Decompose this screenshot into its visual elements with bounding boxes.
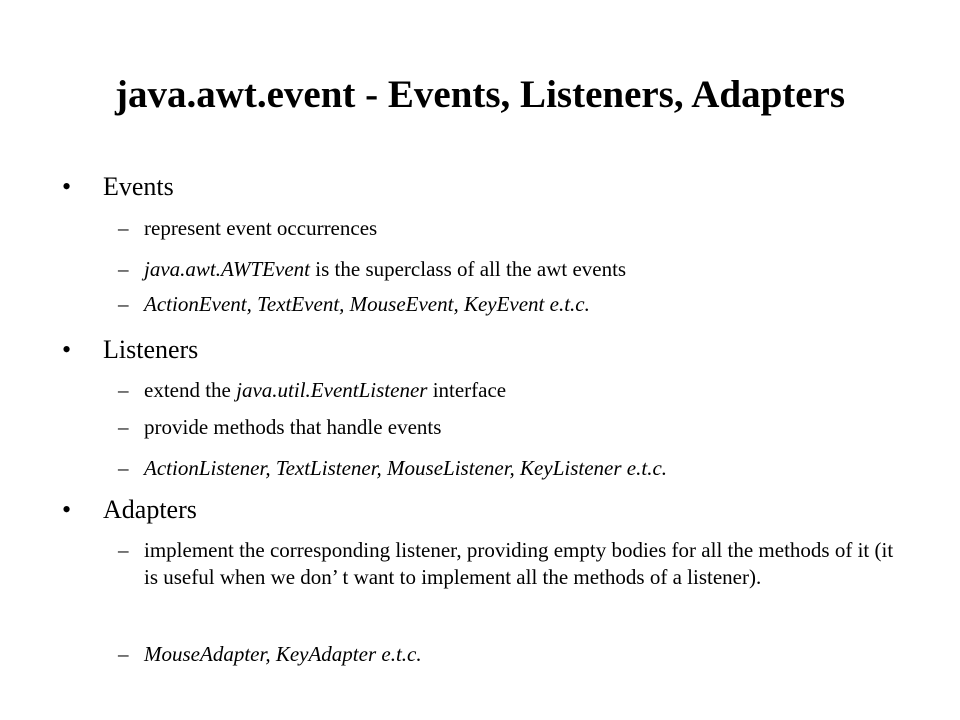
sub-item-italic: MouseAdapter, KeyAdapter e.t.c. (144, 642, 422, 666)
dash: – (118, 415, 129, 439)
dash: – (118, 378, 129, 402)
sub-item-text (144, 641, 908, 668)
sub-item (118, 291, 908, 318)
sub-item-italic: java.awt.AWTEvent (144, 257, 311, 281)
sub-item-italic: ActionEvent, TextEvent, MouseEvent, KeyEvent e.t.c. (144, 292, 590, 316)
sub-item-text (144, 256, 908, 283)
sub-item-italic: java.util.EventListener (236, 378, 428, 402)
sub-item-text (144, 215, 908, 242)
dash: – (118, 538, 129, 562)
bullet-heading: Listeners (103, 335, 199, 364)
sub-item-plain: interface (427, 378, 507, 402)
bullet-listeners (62, 334, 198, 366)
sub-item (118, 455, 908, 482)
sub-item-plain: implement the corresponding listener, providing empty bodies for all the methods of it (it is useful when we don’ t want to implement all the methods of a listener). (144, 538, 894, 589)
sub-item (118, 256, 908, 283)
sub-item (118, 641, 908, 668)
bullet-dot: • (62, 495, 72, 524)
sub-item-text (144, 377, 908, 404)
dash: – (118, 456, 129, 480)
bullet-heading: Events (103, 172, 174, 201)
sub-item-text (144, 455, 908, 482)
sub-item (118, 377, 908, 404)
dash: – (118, 642, 129, 666)
bullet-heading: Adapters (103, 495, 197, 524)
sub-item-plain: represent event occurrences (144, 216, 378, 240)
dash: – (118, 292, 129, 316)
sub-item-text (144, 414, 908, 441)
bullet-adapters (62, 494, 197, 526)
bullet-dot: • (62, 335, 72, 364)
sub-item-plain: is the superclass of all the awt events (310, 257, 627, 281)
sub-item-plain: extend the (144, 378, 237, 402)
sub-item (118, 537, 908, 591)
sub-item-italic: ActionListener, TextListener, MouseListener, KeyListener e.t.c. (144, 456, 668, 480)
sub-item-plain: provide methods that handle events (144, 415, 442, 439)
slide-title: java.awt.event - Events, Listeners, Adapters (114, 73, 846, 116)
sub-item-text (144, 291, 908, 318)
sub-item (118, 414, 908, 441)
sub-item-text (144, 537, 908, 591)
dash: – (118, 216, 129, 240)
sub-item (118, 215, 908, 242)
dash: – (118, 257, 129, 281)
bullet-dot: • (62, 172, 72, 201)
bullet-events (62, 171, 174, 203)
